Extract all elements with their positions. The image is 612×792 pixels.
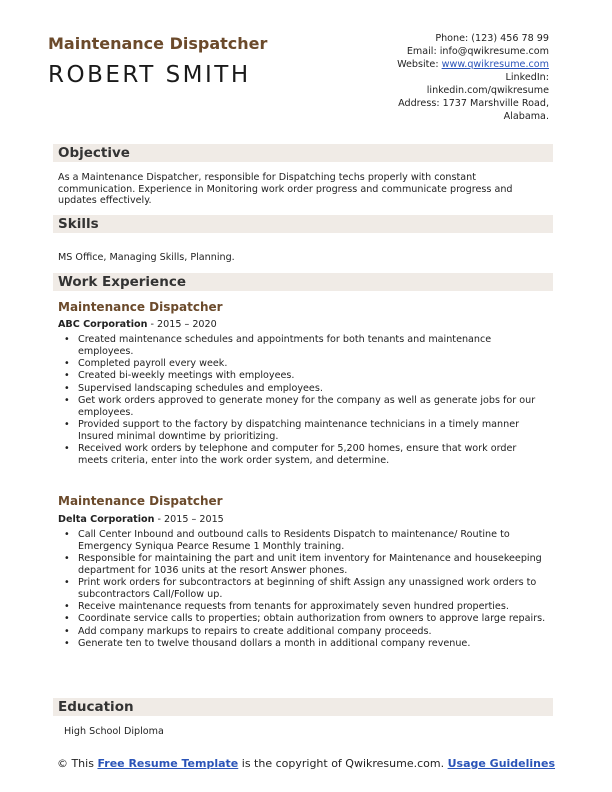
company-name: Delta Corporation — [58, 514, 155, 525]
contact-linkedin-label: LinkedIn: — [505, 72, 549, 83]
list-item: • Created maintenance schedules and appointments for both tenants and maintenance employees. — [58, 334, 548, 357]
job-company-line — [58, 514, 224, 525]
contact-address-line1: Address: 1737 Marshville Road, — [398, 98, 549, 109]
skills-heading: Skills — [58, 216, 99, 232]
contact-phone: Phone: (123) 456 78 99 — [435, 33, 549, 44]
list-item: • Get work orders approved to generate money for the company as well as generate jobs for our employees. — [58, 395, 548, 418]
job-bullet-list — [58, 334, 548, 467]
website-link[interactable]: www.qwikresume.com — [441, 59, 549, 70]
job-bullet-list — [58, 529, 548, 651]
job-company-line — [58, 319, 217, 330]
contact-linkedin-value: linkedin.com/qwikresume — [426, 85, 549, 96]
objective-section-header — [53, 144, 553, 162]
education-section-header — [53, 698, 553, 716]
skills-section-header — [53, 215, 553, 233]
objective-text: As a Maintenance Dispatcher, responsible for Dispatching techs properly with constant communication. Experience in Monitoring work order progress and communicate progress and updates effectively. — [58, 172, 513, 207]
list-item: • Coordinate service calls to properties; obtain authorization from owners to approve large repairs. — [58, 613, 548, 625]
footer-prefix: © This — [56, 757, 98, 770]
footer-middle: is the copyright of Qwikresume.com. — [238, 757, 448, 770]
job-dates: - 2015 – 2020 — [147, 319, 217, 330]
list-item: • Provided support to the factory by dispatching maintenance technicians in a timely manner Insured minimal downtime by prioritizing. — [58, 419, 548, 442]
resume-job-title: Maintenance Dispatcher — [48, 34, 268, 53]
experience-section-header — [53, 273, 553, 291]
job-dates: - 2015 – 2015 — [154, 514, 224, 525]
experience-heading: Work Experience — [58, 274, 186, 290]
job-title: Maintenance Dispatcher — [58, 300, 223, 314]
education-heading: Education — [58, 699, 134, 715]
objective-heading: Objective — [58, 145, 130, 161]
contact-email: Email: info@qwikresume.com — [406, 46, 549, 57]
skills-text: MS Office, Managing Skills, Planning. — [58, 252, 235, 263]
list-item: • Responsible for maintaining the part and unit item inventory for Maintenance and housekeeping department for 1036 units at the resort Answer phones. — [58, 553, 548, 576]
usage-guidelines-link[interactable]: Usage Guidelines — [447, 757, 556, 770]
candidate-name: ROBERT SMITH — [48, 62, 251, 88]
education-text: High School Diploma — [64, 726, 164, 737]
contact-address-line2: Alabama. — [503, 111, 549, 122]
copyright-footer — [40, 757, 572, 770]
list-item: • Completed payroll every week. — [58, 358, 548, 370]
website-label: Website: — [397, 59, 442, 70]
contact-website — [289, 58, 549, 71]
list-item: • Receive maintenance requests from tenants for approximately seven hundred properties. — [58, 601, 548, 613]
free-resume-template-link[interactable]: Free Resume Template — [97, 757, 239, 770]
list-item: • Supervised landscaping schedules and employees. — [58, 383, 548, 395]
company-name: ABC Corporation — [58, 319, 148, 330]
list-item: • Generate ten to twelve thousand dollars a month in additional company revenue. — [58, 638, 548, 650]
list-item: • Add company markups to repairs to create additional company proceeds. — [58, 626, 548, 638]
list-item: • Call Center Inbound and outbound calls to Residents Dispatch to maintenance/ Routine to Emergency Syniqua Pearce Resume 1 Monthly training. — [58, 529, 548, 552]
list-item: • Print work orders for subcontractors at beginning of shift Assign any unassigned work orders to subcontractors Call/Follow up. — [58, 577, 548, 600]
list-item: • Received work orders by telephone and computer for 5,200 homes, ensure that work order meets criteria, enter into the work order system, and determine. — [58, 443, 548, 466]
contact-block — [289, 32, 549, 123]
list-item: • Created bi-weekly meetings with employees. — [58, 370, 548, 382]
job-title: Maintenance Dispatcher — [58, 494, 223, 508]
